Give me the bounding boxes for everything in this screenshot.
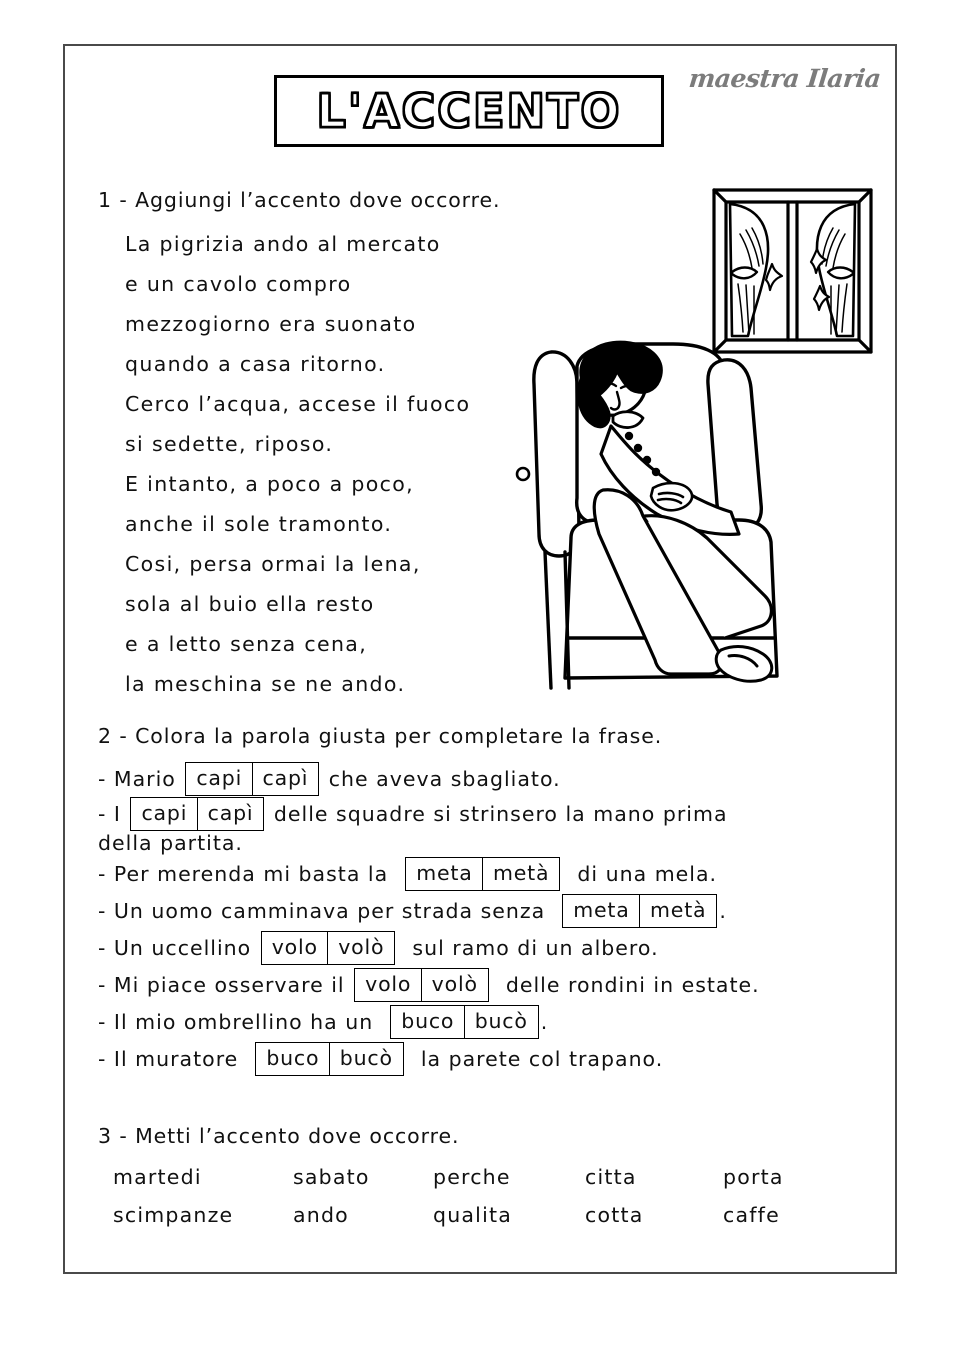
sentence-suffix: di una mela. [562, 861, 718, 886]
word-item[interactable]: citta [585, 1165, 637, 1189]
poem-line: E intanto, a poco a poco, [125, 472, 415, 496]
choice-pair [562, 894, 717, 928]
choice-option-button[interactable]: bucò [464, 1005, 539, 1039]
sentence-continuation: della partita. [98, 831, 243, 855]
sentence-prefix: - Mi piace osservare il [98, 972, 353, 997]
choice-option-button[interactable]: volò [327, 931, 395, 965]
sentence-prefix: - Per merenda mi basta la [98, 861, 404, 886]
choice-option-button[interactable]: capì [252, 762, 320, 796]
sentence-prefix: - Un uomo camminava per strada senza [98, 898, 561, 923]
choice-pair [405, 857, 560, 891]
choice-option-button[interactable]: capi [130, 797, 198, 831]
exercise-2-sentence [98, 855, 888, 892]
choice-pair [390, 1005, 538, 1039]
poem-line: Cerco l’acqua, accese il fuoco [125, 392, 471, 416]
poem-line: e un cavolo compro [125, 272, 352, 296]
exercise-1-heading: 1 - Aggiungi l’accento dove occorre. [98, 188, 501, 212]
word-item[interactable]: perche [433, 1165, 511, 1189]
word-row [113, 1196, 883, 1234]
choice-option-button[interactable]: volo [354, 968, 422, 1002]
choice-option-button[interactable]: metà [639, 894, 717, 928]
word-item[interactable]: martedi [113, 1165, 202, 1189]
choice-option-button[interactable]: volo [261, 931, 329, 965]
choice-pair [354, 968, 489, 1002]
sentence-suffix: delle rondini in estate. [490, 972, 760, 997]
choice-option-button[interactable]: buco [390, 1005, 465, 1039]
exercise-2-sentence [98, 797, 888, 855]
poem-line: e a letto senza cena, [125, 632, 368, 656]
poem-line: La pigrizia ando al mercato [125, 232, 441, 256]
sentence-suffix: sul ramo di un albero. [397, 935, 659, 960]
word-item[interactable]: porta [723, 1165, 784, 1189]
choice-option-button[interactable]: buco [255, 1042, 330, 1076]
sentence-prefix: - Un uccellino [98, 935, 259, 960]
armchair-illustration [525, 338, 815, 698]
choice-option-button[interactable]: metà [482, 857, 560, 891]
poem-line: la meschina se ne ando. [125, 672, 406, 696]
sentence-suffix: . [719, 898, 727, 923]
word-row [113, 1158, 883, 1196]
word-item[interactable]: qualita [433, 1203, 512, 1227]
poem-line: si sedette, riposo. [125, 432, 334, 456]
exercise-2-sentence [98, 1003, 888, 1040]
page-title: L'ACCENTO [316, 84, 622, 138]
poem-line: quando a casa ritorno. [125, 352, 386, 376]
choice-option-button[interactable]: meta [562, 894, 640, 928]
poem-line: anche il sole tramonto. [125, 512, 393, 536]
sentence-prefix: - Mario [98, 766, 184, 791]
exercise-2-sentence [98, 966, 888, 1003]
exercise-2-sentence [98, 760, 888, 797]
word-item[interactable]: scimpanze [113, 1203, 234, 1227]
worksheet-page [63, 44, 897, 1274]
choice-pair [185, 762, 319, 796]
exercise-2-sentence [98, 929, 888, 966]
sentence-suffix: . [540, 1009, 549, 1034]
sentence-suffix: che aveva sbagliato. [321, 766, 561, 791]
choice-pair [130, 797, 264, 831]
exercise-2-sentence [98, 892, 888, 929]
choice-option-button[interactable]: volò [421, 968, 489, 1002]
choice-pair [255, 1042, 403, 1076]
poem-line: mezzogiorno era suonato [125, 312, 417, 336]
sentence-prefix: - Il muratore [98, 1046, 254, 1071]
choice-option-button[interactable]: meta [405, 857, 483, 891]
word-item[interactable]: sabato [293, 1165, 370, 1189]
exercise-2-sentence [98, 1040, 888, 1077]
sentence-prefix: - Il mio ombrellino ha un [98, 1009, 389, 1034]
word-item[interactable]: cotta [585, 1203, 644, 1227]
choice-option-button[interactable]: capì [197, 797, 265, 831]
sentence-suffix: la parete col trapano. [405, 1046, 664, 1071]
sentence-suffix: delle squadre si strinsero la mano prima [266, 802, 728, 826]
exercise-3-heading: 3 - Metti l’accento dove occorre. [98, 1124, 460, 1148]
exercise-3-word-grid [113, 1158, 883, 1234]
poem-line: sola al buio ella resto [125, 592, 375, 616]
choice-option-button[interactable]: capi [185, 762, 253, 796]
sentence-prefix: - I [98, 802, 129, 826]
exercise-2-heading: 2 - Colora la parola giusta per completare la frase. [98, 724, 663, 748]
window-illustration [710, 186, 875, 356]
worksheet-title-box [274, 75, 664, 147]
choice-pair [261, 931, 396, 965]
exercise-2-sentences [98, 760, 888, 1077]
brand-signature: maestra Ilaria [687, 64, 883, 93]
poem-line: Cosi, persa ormai la lena, [125, 552, 421, 576]
word-item[interactable]: caffe [723, 1203, 780, 1227]
word-item[interactable]: ando [293, 1203, 349, 1227]
choice-option-button[interactable]: bucò [329, 1042, 404, 1076]
